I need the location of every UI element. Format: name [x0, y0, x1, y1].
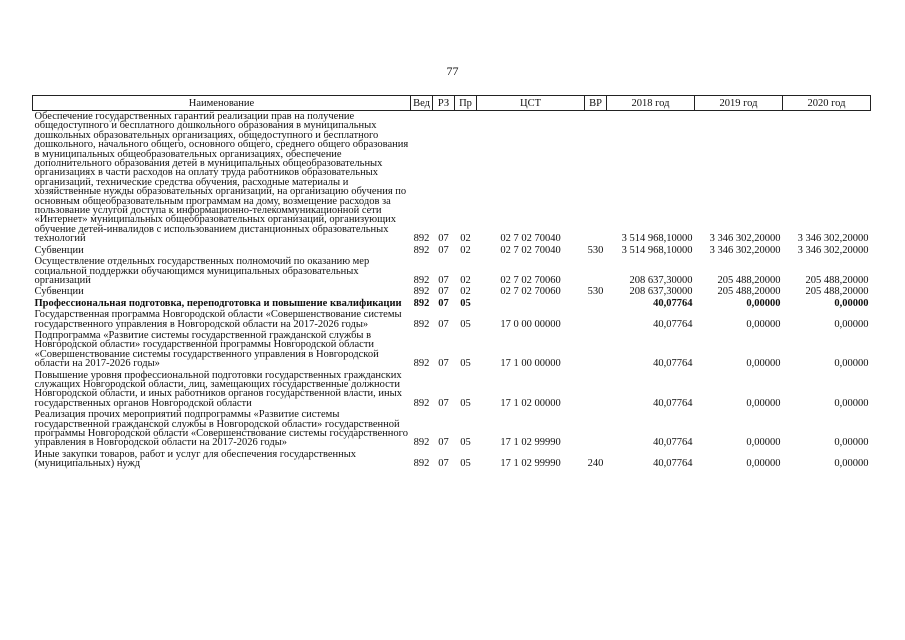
- cell-2019: 0,00000: [746, 358, 781, 370]
- table-header-row: [33, 96, 871, 111]
- header-name: Наименование: [33, 96, 411, 111]
- cell-2018: 208 637,30000: [629, 274, 693, 286]
- cell-name: Обеспечение государственных гарантий реализации прав на получение общедоступного и бесплатного дошкольного образования в муниципальных дошкольных образовательных организациях, общедоступного и бесплатного дошкольного, начального общего, основного общего, среднего общего образования в муниципальных общеобразовательных организациях, обеспечение дополнительного образования детей в муниципальных общеобразовательных организациях в части расходов на оплату труда работников образовательных организаций, технические средства обучения, расходные материалы и хозяйственные нужды образовательных организаций, на организацию обучения по основным общеобразовательным программам на дому, возмещение расходов за пользование услугой доступа к информационно-телекоммуникационной сети «Интернет» муниципальных общеобразовательных организаций, организующих обучение детей-инвалидов с использованием дистанционных образовательных технологий: [34, 111, 409, 245]
- cell-cst: 17 0 00 00000: [500, 318, 561, 330]
- cell-cst: 02 7 02 70060: [500, 286, 561, 298]
- cell-name: Реализация прочих мероприятий подпрограммы «Развитие системы государственной гражданской службы в Новгородской области» государственной программы Новгородской области «Совершенствование системы государственного управления в Новгородской области на 2017-2026 годы»: [34, 409, 408, 449]
- cell-2018: 40,07764: [653, 358, 693, 370]
- cell-2019: 0,00000: [746, 397, 781, 409]
- cell-2018: 3 514 968,10000: [621, 233, 693, 245]
- cell-name: Подпрограмма «Развитие системы государственной гражданской службы в Новгородской области» государственной программы Новгородской области «Совершенствование системы государственного управления в Новгородской области на 2017-2026 годы»: [34, 329, 379, 370]
- cell-pr: 02: [460, 274, 471, 286]
- cell-cst: [477, 298, 585, 309]
- header-ved: Вед: [411, 96, 433, 111]
- cell-2019: 0,00000: [746, 297, 781, 309]
- cell-rz: 07: [438, 318, 449, 330]
- cell-rz: 07: [438, 358, 449, 370]
- header-2019: 2019 год: [695, 96, 783, 111]
- cell-2018: 40,07764: [653, 318, 693, 330]
- header-2020: 2020 год: [783, 96, 871, 111]
- header-rz: РЗ: [433, 96, 455, 111]
- cell-cst: 17 1 00 00000: [500, 358, 561, 370]
- cell-vr: 530: [587, 244, 604, 256]
- cell-vr: [585, 409, 607, 449]
- cell-rz: 07: [438, 437, 449, 449]
- cell-rz: 07: [438, 274, 449, 286]
- cell-name: Профессиональная подготовка, переподготовка и повышение квалификации: [34, 297, 402, 309]
- cell-cst: 17 1 02 00000: [500, 397, 561, 409]
- cell-vr: [585, 256, 607, 286]
- table-row: [33, 409, 871, 449]
- cell-vr: 530: [587, 286, 604, 298]
- cell-ved: 892: [413, 233, 430, 245]
- table-row: [33, 449, 871, 470]
- cell-2018: 40,07764: [653, 458, 693, 470]
- cell-cst: 02 7 02 70040: [500, 244, 561, 256]
- cell-pr: 05: [460, 458, 471, 470]
- cell-2020: 205 488,20000: [805, 286, 869, 298]
- cell-2020: 0,00000: [834, 297, 869, 309]
- cell-pr: 05: [460, 358, 471, 370]
- cell-ved: 892: [413, 397, 430, 409]
- cell-pr: 05: [460, 318, 471, 330]
- cell-vr: [585, 298, 607, 309]
- cell-ved: 892: [413, 437, 430, 449]
- header-cst: ЦСТ: [477, 96, 585, 111]
- cell-name: Осуществление отдельных государственных полномочий по оказанию мер социальной поддержки обучающимся муниципальных образовательных организаций: [34, 256, 370, 286]
- cell-2020: 0,00000: [834, 318, 869, 330]
- cell-vr: 240: [587, 458, 604, 470]
- cell-cst: 17 1 02 99990: [500, 437, 561, 449]
- cell-vr: [585, 309, 607, 330]
- cell-2019: 0,00000: [746, 458, 781, 470]
- budget-table: [32, 95, 871, 470]
- cell-2019: 0,00000: [746, 437, 781, 449]
- cell-2020: 0,00000: [834, 397, 869, 409]
- cell-ved: 892: [413, 244, 430, 256]
- cell-ved: 892: [413, 358, 430, 370]
- cell-name: Субвенции: [34, 286, 84, 298]
- table-row: [33, 370, 871, 410]
- cell-2020: 0,00000: [834, 437, 869, 449]
- cell-vr: [585, 111, 607, 245]
- cell-2020: 205 488,20000: [805, 274, 869, 286]
- cell-2020: 3 346 302,20000: [797, 244, 869, 256]
- table-row: [33, 245, 871, 256]
- cell-rz: 07: [438, 244, 449, 256]
- cell-rz: 07: [438, 297, 449, 309]
- cell-2018: 40,07764: [653, 397, 693, 409]
- cell-2019: 3 346 302,20000: [709, 244, 781, 256]
- cell-vr: [585, 370, 607, 410]
- header-pr: Пр: [455, 96, 477, 111]
- cell-name: Субвенции: [34, 244, 84, 256]
- cell-pr: 02: [460, 286, 471, 298]
- cell-name: Повышение уровня профессиональной подготовки государственных гражданских служащих Новгородской области, лиц, замещающих государственные должности Новгородской области, и иных работников органов государственной власти, иных государственных органов Новгородской области: [34, 369, 402, 409]
- table-row: [33, 256, 871, 286]
- cell-2020: 0,00000: [834, 458, 869, 470]
- cell-vr: [585, 330, 607, 370]
- cell-2020: 0,00000: [834, 358, 869, 370]
- header-vr: ВР: [585, 96, 607, 111]
- cell-name: Государственная программа Новгородской области «Совершенствование системы государственного управления в Новгородской области на 2017-2026 годы»: [34, 309, 402, 330]
- cell-ved: 892: [413, 458, 430, 470]
- cell-2020: 3 346 302,20000: [797, 233, 869, 245]
- cell-name: Иные закупки товаров, работ и услуг для обеспечения государственных (муниципальных) нужд: [34, 448, 357, 470]
- cell-pr: 05: [460, 297, 471, 309]
- cell-ved: 892: [413, 286, 430, 298]
- cell-2019: 3 346 302,20000: [709, 233, 781, 245]
- table-row: [33, 309, 871, 330]
- cell-2019: 205 488,20000: [717, 286, 781, 298]
- cell-rz: 07: [438, 233, 449, 245]
- cell-2018: 40,07764: [653, 297, 693, 309]
- cell-rz: 07: [438, 397, 449, 409]
- cell-2018: 40,07764: [653, 437, 693, 449]
- cell-cst: 02 7 02 70040: [500, 233, 561, 245]
- cell-ved: 892: [413, 297, 430, 309]
- cell-ved: 892: [413, 274, 430, 286]
- cell-2018: 208 637,30000: [629, 286, 693, 298]
- page-number: 77: [446, 64, 459, 78]
- table-row: [33, 330, 871, 370]
- cell-rz: 07: [438, 458, 449, 470]
- cell-2019: 0,00000: [746, 318, 781, 330]
- cell-rz: 07: [438, 286, 449, 298]
- cell-2018: 3 514 968,10000: [621, 244, 693, 256]
- cell-pr: 02: [460, 244, 471, 256]
- table-row: [33, 298, 871, 309]
- header-2018: 2018 год: [607, 96, 695, 111]
- cell-2019: 205 488,20000: [717, 274, 781, 286]
- table-row: [33, 286, 871, 297]
- table-row: [33, 111, 871, 245]
- cell-pr: 05: [460, 437, 471, 449]
- cell-cst: 17 1 02 99990: [500, 458, 561, 470]
- cell-pr: 02: [460, 233, 471, 245]
- cell-ved: 892: [413, 318, 430, 330]
- cell-pr: 05: [460, 397, 471, 409]
- cell-cst: 02 7 02 70060: [500, 274, 561, 286]
